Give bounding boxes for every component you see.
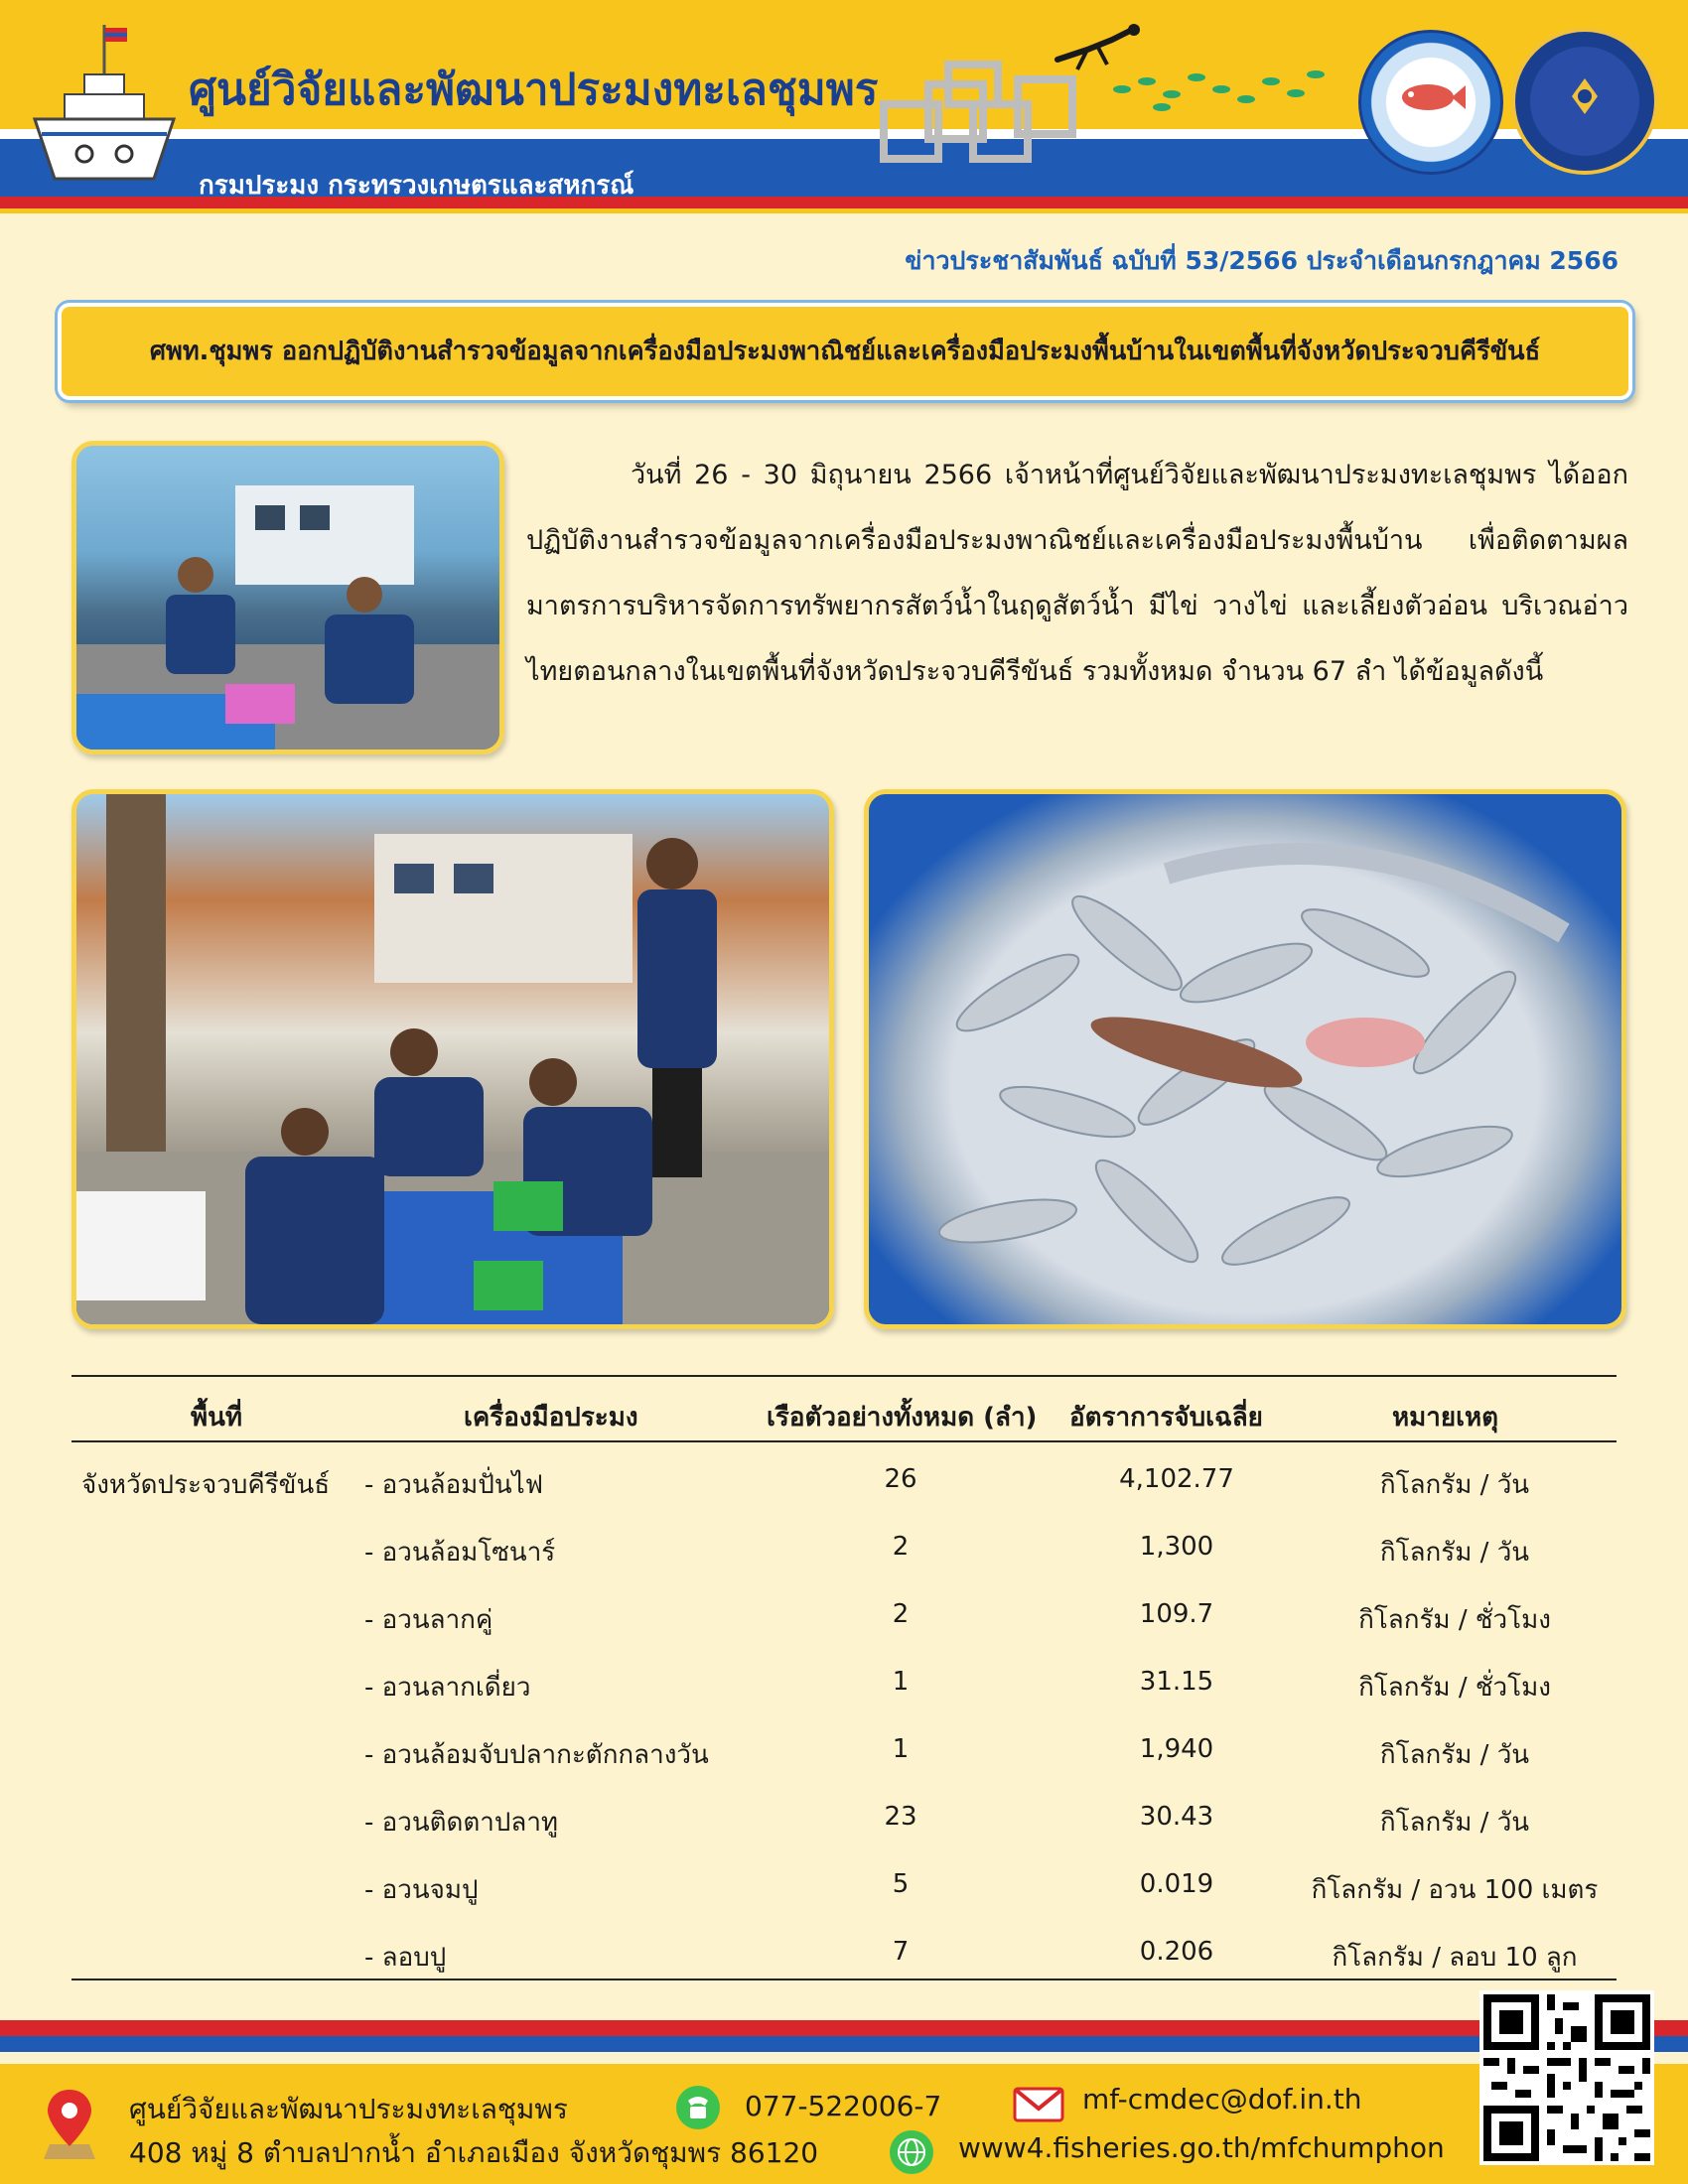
unit-cell: กิโลกรัม / วัน	[1379, 1538, 1530, 1568]
header-sample-boats: เรือตัวอย่างทั้งหมด (ลำ)	[767, 1403, 1038, 1433]
phone-icon	[675, 2085, 721, 2130]
header-catch-rate: อัตราการจับเฉลี่ย	[1069, 1403, 1263, 1433]
email-icon	[1013, 2085, 1064, 2124]
boats-cell: 7	[892, 1937, 910, 1967]
boats-cell: 1	[892, 1734, 910, 1764]
gear-cell: - อวนล้อมปั่นไฟ	[364, 1470, 544, 1500]
headline-box	[58, 303, 1632, 400]
location-pin-icon	[40, 2085, 99, 2164]
footer-address: 408 หมู่ 8 ตำบลปากน้ำ อำเภอเมือง จังหวัดชุมพร 86120	[129, 2136, 819, 2169]
boats-cell: 26	[884, 1464, 917, 1494]
header-remark: หมายเหตุ	[1392, 1403, 1499, 1433]
rate-cell: 4,102.77	[1119, 1464, 1234, 1494]
unit-cell: กิโลกรัม / ลอบ 10 ลูก	[1332, 1943, 1578, 1973]
photo-fish-catch	[864, 789, 1626, 1329]
header-area: พื้นที่	[191, 1403, 243, 1433]
footer-phone[interactable]: 077-522006-7	[745, 2090, 942, 2122]
fish-school-icon	[1102, 60, 1331, 119]
center-title: ศูนย์วิจัยและพัฒนาประมงทะเลชุมพร	[189, 65, 879, 115]
survey-scene-illustration	[76, 446, 499, 750]
fish-pile-illustration	[869, 794, 1621, 1324]
photo-officers-sorting-catch	[71, 789, 834, 1329]
unit-cell: กิโลกรัม / วัน	[1379, 1740, 1530, 1770]
body-paragraph	[526, 443, 1628, 705]
gear-cell: - ลอบปู	[364, 1943, 447, 1973]
headline-text: ศพท.ชุมพร ออกปฏิบัติงานสำรวจข้อมูลจากเครื่องมือประมงพาณิชย์และเครื่องมือประมงพื้นบ้านในเขตพื้นที่จังหวัดประจวบคีรีขันธ์	[149, 337, 1541, 366]
gear-cell: - อวนติดตาปลาทู	[364, 1808, 559, 1838]
footer-website[interactable]: www4.fisheries.go.th/mfchumphon	[958, 2131, 1445, 2164]
gear-cell: - อวนจมปู	[364, 1875, 479, 1905]
unit-cell: กิโลกรัม / อวน 100 เมตร	[1311, 1875, 1599, 1905]
area-cell: จังหวัดประจวบคีรีขันธ์	[81, 1470, 331, 1500]
photo-survey-on-pier	[71, 441, 504, 754]
department-of-fisheries-logo	[1511, 28, 1658, 175]
boats-cell: 5	[892, 1869, 910, 1899]
department-subtitle: กรมประมง กระทรวงเกษตรและสหกรณ์	[199, 171, 634, 201]
qr-code[interactable]	[1479, 1990, 1654, 2165]
gear-cell: - อวนล้อมโซนาร์	[364, 1538, 556, 1568]
header-banner	[0, 0, 1688, 213]
rate-cell: 30.43	[1139, 1802, 1214, 1832]
rate-cell: 109.7	[1139, 1599, 1214, 1629]
bulletin-number: ข่าวประชาสัมพันธ์ ฉบับที่ 53/2566 ประจำเดือนกรกฎาคม 2566	[905, 246, 1618, 275]
gear-cell: - อวนลากเดี่ยว	[364, 1673, 531, 1703]
catch-rate-table	[71, 1375, 1617, 1990]
table-top-rule	[71, 1375, 1617, 1377]
rate-cell: 0.019	[1139, 1869, 1214, 1899]
rate-cell: 0.206	[1139, 1937, 1214, 1967]
unit-cell: กิโลกรัม / ชั่วโมง	[1358, 1673, 1551, 1703]
boats-cell: 1	[892, 1667, 910, 1697]
footer-blue-stripe	[0, 2036, 1688, 2052]
unit-cell: กิโลกรัม / วัน	[1379, 1470, 1530, 1500]
gear-cell: - อวนล้อมจับปลากะตักกลางวัน	[364, 1740, 709, 1770]
gear-cell: - อวนลากคู่	[364, 1605, 493, 1635]
paragraph-text: วันที่ 26 - 30 มิถุนายน 2566 เจ้าหน้าที่ศูนย์วิจัยและพัฒนาประมงทะเลชุมพร ได้ออกปฏิบัติงานสำรวจข้อมูลจากเครื่องมือประมงพาณิชย์และเครื่องมือประมงพื้นบ้าน เพื่อติดตามผลมาตรการบริหารจัดการทรัพยากรสัตว์น้ำในฤดูสัตว์น้ำ มีไข่ วางไข่ และเลี้ยงตัวอ่อน บริเวณอ่าวไทยตอนกลางในเขตพื้นที่จังหวัดประจวบคีรีขันธ์ รวมทั้งหมด จำนวน 67 ลำ ได้ข้อมูลดังนี้	[526, 460, 1628, 687]
footer-red-stripe	[0, 2020, 1688, 2036]
footer-email[interactable]: mf-cmdec@dof.in.th	[1082, 2083, 1362, 2116]
emblem-icon	[1550, 76, 1619, 116]
boats-cell: 2	[892, 1599, 910, 1629]
rate-cell: 1,940	[1139, 1734, 1214, 1764]
rate-cell: 31.15	[1139, 1667, 1214, 1697]
officers-scene-illustration	[76, 794, 829, 1324]
table-bottom-rule	[71, 1979, 1617, 1980]
globe-icon	[889, 2129, 934, 2175]
table-header-rule	[71, 1440, 1617, 1442]
rate-cell: 1,300	[1139, 1532, 1214, 1562]
unit-cell: กิโลกรัม / ชั่วโมง	[1358, 1605, 1551, 1635]
qr-code-pattern	[1483, 1994, 1650, 2161]
boats-cell: 23	[884, 1802, 917, 1832]
header-gear: เครื่องมือประมง	[464, 1403, 638, 1433]
footer-bar	[0, 2020, 1688, 2184]
red-fish-icon	[1396, 77, 1466, 117]
unit-cell: กิโลกรัม / วัน	[1379, 1808, 1530, 1838]
research-center-logo	[1358, 30, 1503, 175]
ship-icon	[30, 20, 179, 189]
footer-org-name: ศูนย์วิจัยและพัฒนาประมงทะเลชุมพร	[129, 2093, 568, 2125]
boats-cell: 2	[892, 1532, 910, 1562]
